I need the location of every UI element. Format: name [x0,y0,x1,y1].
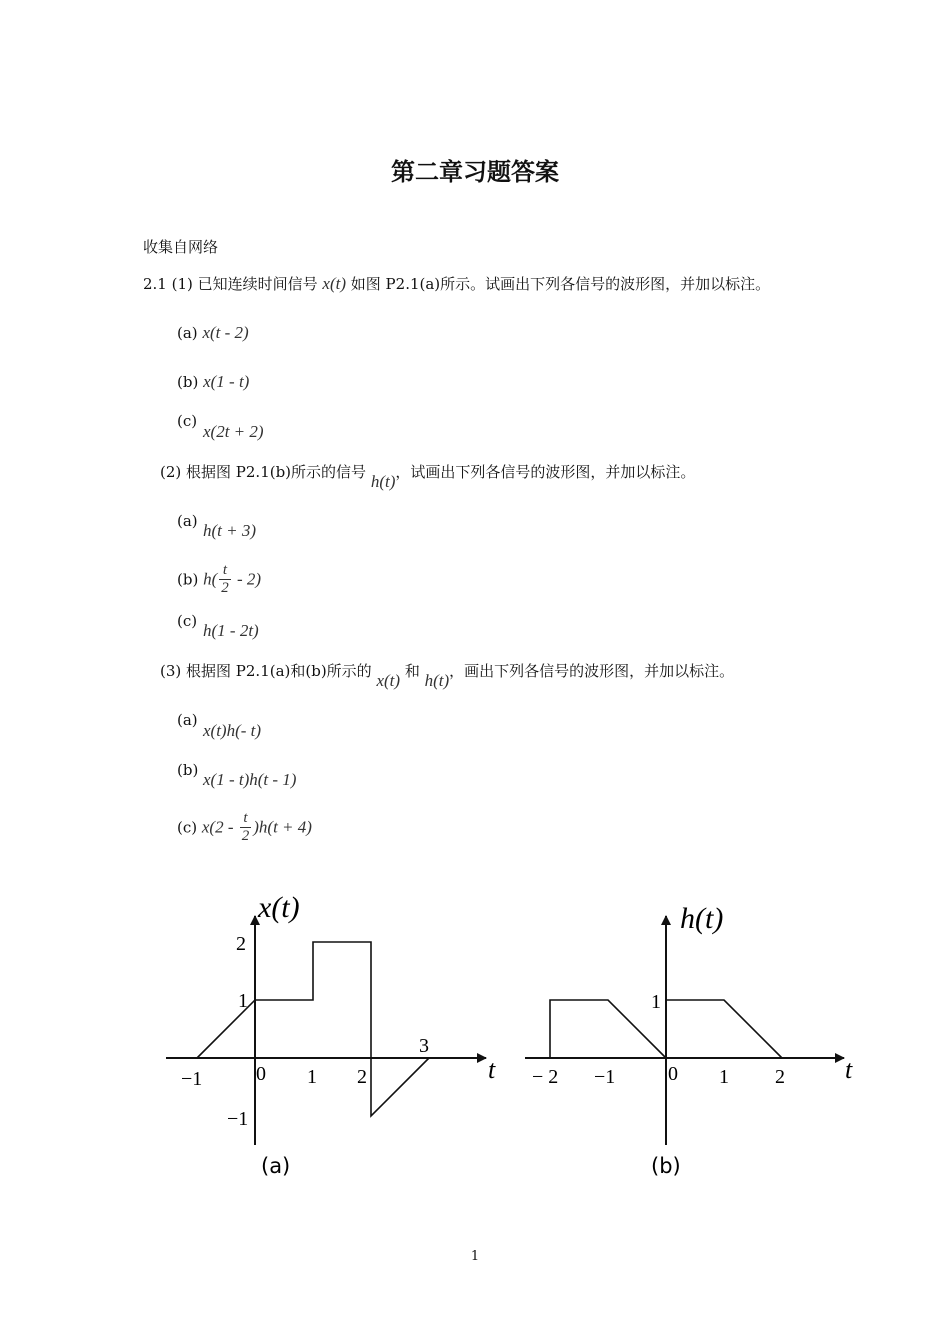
figure-b-signal-left [550,1000,666,1058]
figure-a-caption: (a) [261,1154,291,1178]
question-3-mid: 和 [400,662,425,680]
figure-a-tick-x-2: 2 [357,1066,367,1088]
q3-item-b-label: (b) [177,761,199,779]
question-3-prefix: (3) 根据图 P2.1(a)和(b)所示的 [160,662,377,680]
figure-a-xlabel: t [488,1055,496,1084]
question-2-text [160,461,696,491]
question-3-suffix: ，画出下列各信号的波形图，并加以标注。 [449,662,735,680]
q1-item-b-expr: x(1 - t) [203,372,250,391]
figure-b-ylabel: h(t) [680,902,724,935]
fraction-numerator: t [240,810,252,828]
figure-b-tick-x-neg1: −1 [594,1066,616,1088]
figure-a [150,880,520,1190]
q3-item-c-fraction [240,810,252,845]
q1-item-a [177,323,249,343]
figure-b-signal-right [666,1000,782,1058]
figure-a-signal-curve [197,942,429,1116]
q3-item-a-expr: x(t)h(- t) [203,721,262,740]
figure-a-tick-x-1: 1 [307,1066,317,1088]
fraction-denominator: 2 [241,828,250,844]
question-2-signal: h(t) [370,472,396,491]
q3-item-a-label: (a) [177,711,198,729]
q2-item-c-label: (c) [177,612,198,630]
figure-b-tick-x-neg2: − 2 [532,1066,559,1088]
question-1-prefix: 2.1 (1) 已知连续时间信号 [143,275,323,293]
figure-b-xlabel: t [845,1055,853,1084]
figure-b-tick-x-1: 1 [719,1066,729,1088]
q2-item-b-expr-post: - 2) [232,569,262,589]
question-2-suffix: ，试画出下列各信号的波形图，并加以标注。 [395,463,696,481]
question-3-signal-x: x(t) [376,671,401,690]
q1-item-a-label: (a) [177,324,198,342]
figure-a-tick-x-0: 0 [256,1063,266,1085]
q3-item-b-expr: x(1 - t)h(t - 1) [203,770,297,789]
question-1-suffix: 如图 P2.1(a)所示。试画出下列各信号的波形图，并加以标注。 [346,275,771,293]
q3-item-c-expr-pre: x(2 - [201,817,238,837]
q1-item-a-expr: x(t - 2) [202,323,249,342]
figure-a-ylabel: x(t) [258,891,300,924]
q1-item-b-label: (b) [177,373,199,391]
figure-a-tick-x-neg1: −1 [181,1068,203,1090]
q2-item-a-expr: h(t + 3) [203,521,257,540]
question-3-signal-h: h(t) [424,671,450,690]
page-number: 1 [470,1249,480,1264]
figure-b-tick-y-1: 1 [651,991,661,1013]
q2-item-b-expr-pre: h( [203,569,218,589]
question-1-signal: x(t) [322,274,347,293]
source-note: 收集自网络 [143,238,219,256]
page-title: 第二章习题答案 [391,158,559,186]
figure-a-tick-y-neg1: −1 [227,1108,249,1130]
q2-item-b [177,562,261,597]
fraction-denominator: 2 [221,580,229,596]
figure-a-tick-y-2: 2 [236,933,246,955]
q2-item-b-label: (b) [177,570,199,589]
q2-item-c-expr: h(1 - 2t) [203,621,259,640]
figure-a-tick-y-1: 1 [238,990,248,1012]
q3-item-c [177,810,312,845]
q3-item-c-expr-post: )h(t + 4) [253,817,312,837]
question-2-prefix: (2) 根据图 P2.1(b)所示的信号 [160,463,371,481]
figure-b-caption: (b) [651,1154,681,1178]
figure-b-tick-x-0: 0 [668,1063,678,1085]
q1-item-c-label: (c) [177,412,198,430]
q2-item-b-fraction [219,562,231,597]
question-3-text [160,660,735,690]
figure-a-tick-x-3: 3 [419,1035,429,1057]
figure-b [520,880,880,1190]
fraction-numerator: t [219,562,231,580]
q1-item-c-expr: x(2t + 2) [203,422,264,441]
q1-item-b [177,372,249,392]
figure-b-tick-x-2: 2 [775,1066,785,1088]
question-1-text [143,273,770,294]
q3-item-c-label: (c) [177,818,198,837]
q2-item-a-label: (a) [177,512,198,530]
